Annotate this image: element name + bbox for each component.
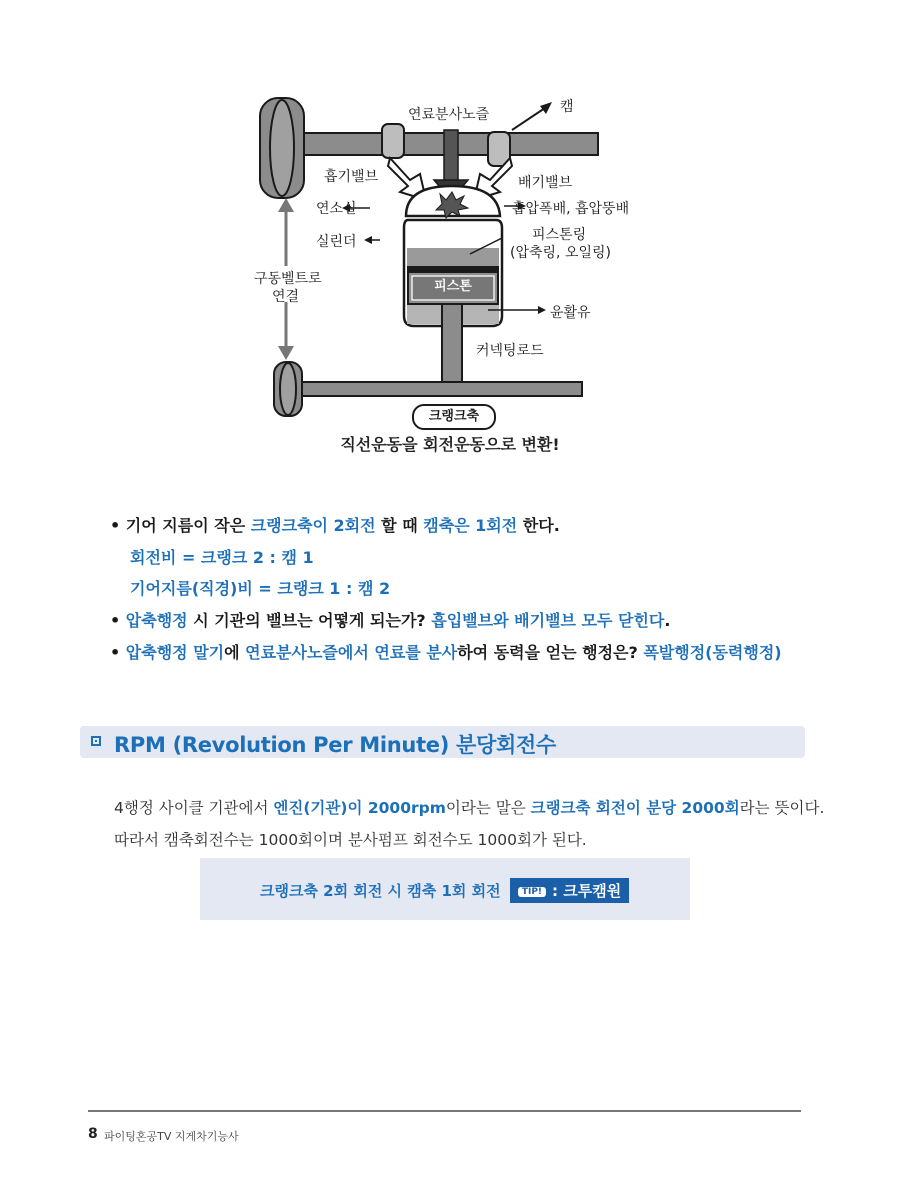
intake-cam-lobe [382, 124, 404, 158]
diagram-caption: 직선운동을 회전운동으로 변환! [340, 435, 560, 454]
label-intake-exhaust: 흡압폭배, 흡압뚱배 [512, 201, 630, 217]
label-piston-ring-detail: (압축링, 오일링) [510, 245, 611, 261]
bullet-gear-ratio: • 기어 지름이 작은 크랭크축이 2회전 할 때 캠축은 1회전 한다. [110, 516, 560, 535]
sub-diameter-ratio: 기어지름(직경)비 = 크랭크 1 : 캠 2 [130, 579, 391, 598]
label-belt-line1: 구동벨트로 [254, 271, 322, 287]
footer-divider [88, 1110, 801, 1112]
footer-book-title: 파이팅혼공TV 지게차기능사 [104, 1130, 239, 1143]
label-lube-oil: 윤활유 [550, 305, 591, 321]
label-fuel-nozzle: 연료분사노즐 [408, 107, 490, 123]
square-bullet-icon [91, 736, 101, 746]
bullet-compression-valves: • 압축행정 시 기관의 밸브는 어떻게 되는가? 흡입밸브와 배기밸브 모두 닫힌다. [110, 611, 671, 630]
label-belt-line2: 연결 [272, 289, 300, 305]
tip-text: 크랭크축 2회 회전 시 캠축 1회 회전 [260, 882, 501, 900]
crankshaft-bar [292, 382, 582, 396]
paragraph-line-1: 4행정 사이클 기관에서 엔진(기관)이 2000rpm이라는 말은 크랭크축 회전이 분당 2000회라는 뜻이다. [114, 799, 825, 817]
engine-diagram [230, 88, 670, 468]
section-title: RPM (Revolution Per Minute) 분당회전수 [114, 733, 556, 757]
tip-mnemonic: : 크투캠원 [552, 882, 622, 900]
label-cam: 캠 [560, 99, 574, 115]
label-piston: 피스톤 [434, 279, 472, 294]
section-heading [80, 726, 805, 758]
label-piston-ring: 피스톤링 [532, 227, 587, 243]
label-connecting-rod: 커넥팅로드 [476, 343, 544, 359]
tip-content [260, 878, 629, 903]
bullet-power-stroke: • 압축행정 말기에 연료분사노즐에서 연료를 분사하여 동력을 얻는 행정은? 폭발행정(동력행정) [110, 643, 782, 662]
page-number: 8 [88, 1126, 98, 1142]
paragraph-line-2: 따라서 캠축회전수는 1000회이며 분사펌프 회전수도 1000회가 된다. [114, 831, 587, 849]
label-cylinder: 실린더 [316, 234, 357, 250]
sub-rotation-ratio: 회전비 = 크랭크 2 : 캠 1 [130, 548, 314, 567]
tip-mnemonic-chip [510, 878, 629, 903]
connecting-rod [442, 304, 462, 384]
label-intake-valve: 흡기밸브 [324, 169, 379, 185]
label-exhaust-valve: 배기밸브 [518, 175, 573, 191]
camshaft [282, 133, 598, 155]
tip-box [200, 858, 690, 920]
tip-badge: TIP! [518, 887, 546, 897]
label-combustion-chamber: 연소실 [316, 201, 357, 217]
label-crankshaft: 크랭크축 [412, 404, 496, 430]
